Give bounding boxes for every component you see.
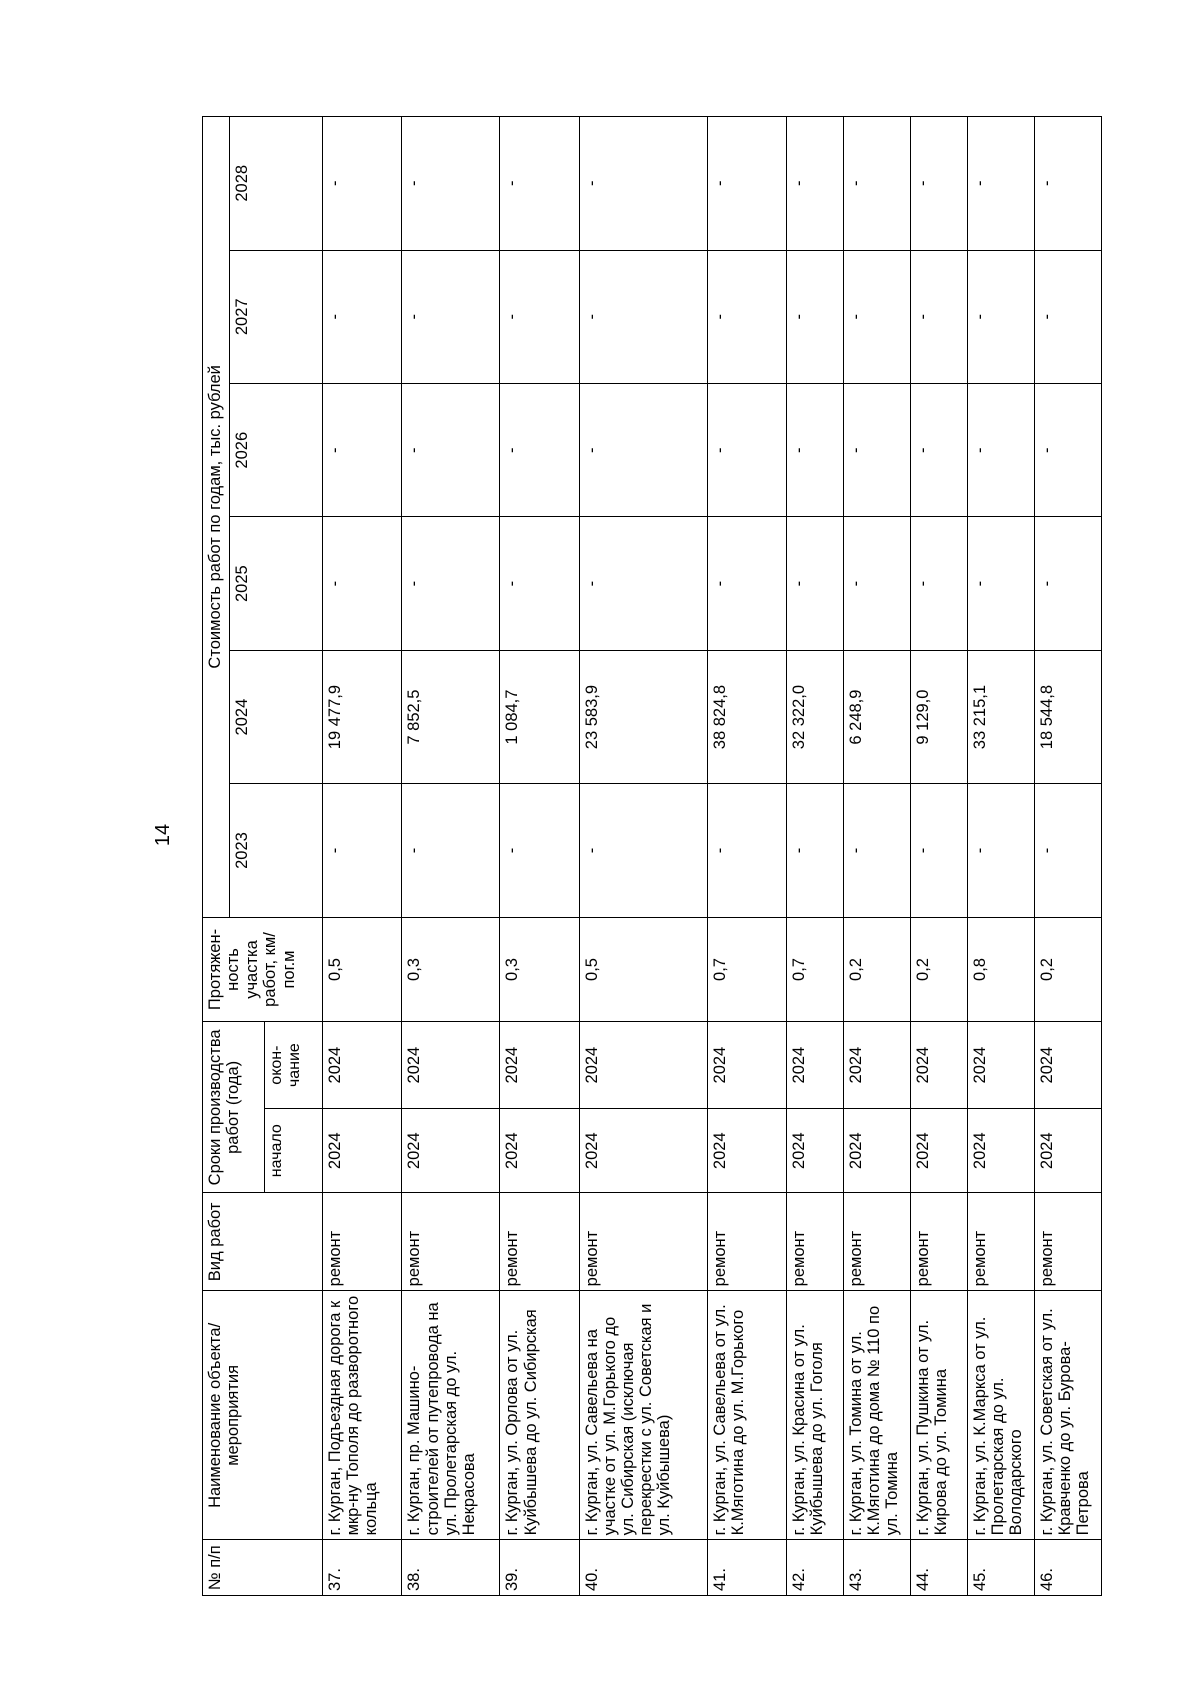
row-number: 38. <box>402 1540 500 1596</box>
row-cost: - <box>500 784 579 917</box>
row-cost: - <box>844 784 911 917</box>
row-number: 40. <box>579 1540 707 1596</box>
row-cost: 33 215,1 <box>967 650 1034 783</box>
row-start: 2024 <box>323 1108 402 1193</box>
row-cost: - <box>323 250 402 383</box>
row-cost: - <box>844 383 911 516</box>
row-length: 0,2 <box>844 917 911 1022</box>
row-cost: - <box>911 784 968 917</box>
row-end: 2024 <box>707 1022 786 1109</box>
row-cost: - <box>967 383 1034 516</box>
row-number: 42. <box>787 1540 844 1596</box>
row-number: 37. <box>323 1540 402 1596</box>
header-length: Протяжен-ность участка работ, км/пог.м <box>203 917 323 1022</box>
row-cost: - <box>911 517 968 650</box>
row-cost: - <box>967 784 1034 917</box>
row-cost: - <box>787 383 844 516</box>
row-type: ремонт <box>911 1193 968 1291</box>
header-end: окон-чание <box>265 1022 323 1109</box>
row-start: 2024 <box>967 1108 1034 1193</box>
row-type: ремонт <box>579 1193 707 1291</box>
row-cost: - <box>911 383 968 516</box>
row-cost: 1 084,7 <box>500 650 579 783</box>
row-type: ремонт <box>323 1193 402 1291</box>
row-length: 0,2 <box>911 917 968 1022</box>
header-year: 2026 <box>230 383 323 516</box>
row-cost: - <box>579 250 707 383</box>
row-cost: - <box>787 117 844 251</box>
row-start: 2024 <box>911 1108 968 1193</box>
table-body <box>323 117 1102 1596</box>
row-cost: - <box>579 117 707 251</box>
row-cost: - <box>844 517 911 650</box>
row-name: г. Курган, ул. Красина от ул. Куйбышева до ул. Гоголя <box>787 1291 844 1540</box>
row-start: 2024 <box>787 1108 844 1193</box>
row-start: 2024 <box>707 1108 786 1193</box>
row-cost: 19 477,9 <box>323 650 402 783</box>
row-cost: - <box>707 250 786 383</box>
row-name: г. Курган, пр. Машино-строителей от путепровода на ул. Пролетарская до ул. Некрасова <box>402 1291 500 1540</box>
row-cost: - <box>967 517 1034 650</box>
header-year: 2023 <box>230 784 323 917</box>
row-cost: - <box>1034 117 1101 251</box>
row-number: 41. <box>707 1540 786 1596</box>
row-length: 0,3 <box>402 917 500 1022</box>
row-cost: - <box>1034 517 1101 650</box>
row-cost: - <box>967 250 1034 383</box>
row-type: ремонт <box>402 1193 500 1291</box>
row-type: ремонт <box>707 1193 786 1291</box>
table-row <box>323 117 402 1596</box>
row-start: 2024 <box>579 1108 707 1193</box>
table-row <box>500 117 579 1596</box>
row-length: 0,7 <box>787 917 844 1022</box>
row-cost: 6 248,9 <box>844 650 911 783</box>
row-cost: - <box>707 784 786 917</box>
table-row <box>787 117 844 1596</box>
page-number: 14 <box>152 823 174 847</box>
row-cost: - <box>787 517 844 650</box>
header-year: 2028 <box>230 117 323 251</box>
row-end: 2024 <box>844 1022 911 1109</box>
row-end: 2024 <box>579 1022 707 1109</box>
table-row <box>911 117 968 1596</box>
row-type: ремонт <box>967 1193 1034 1291</box>
row-name: г. Курган, ул. Савельева от ул. К.Мяготина до ул. М.Горького <box>707 1291 786 1540</box>
row-start: 2024 <box>1034 1108 1101 1193</box>
row-cost: - <box>707 117 786 251</box>
header-year: 2027 <box>230 250 323 383</box>
row-cost: - <box>500 117 579 251</box>
header-cost: Стоимость работ по годам, тыс. рублей <box>203 117 230 918</box>
row-cost: - <box>402 250 500 383</box>
table-row <box>967 117 1034 1596</box>
row-cost: 23 583,9 <box>579 650 707 783</box>
row-cost: - <box>500 250 579 383</box>
row-cost: - <box>967 117 1034 251</box>
table-row <box>707 117 786 1596</box>
row-cost: - <box>500 383 579 516</box>
row-cost: - <box>787 784 844 917</box>
row-start: 2024 <box>844 1108 911 1193</box>
row-number: 43. <box>844 1540 911 1596</box>
row-end: 2024 <box>1034 1022 1101 1109</box>
row-name: г. Курган, Подъездная дорога к мкр-ну Тополя до разворотного кольца <box>323 1291 402 1540</box>
row-cost: - <box>323 784 402 917</box>
row-name: г. Курган, ул. Советская от ул. Кравченко до ул. Бурова-Петрова <box>1034 1291 1101 1540</box>
row-cost: 18 544,8 <box>1034 650 1101 783</box>
row-length: 0,2 <box>1034 917 1101 1022</box>
row-cost: 9 129,0 <box>911 650 968 783</box>
works-table <box>202 116 1102 1596</box>
row-end: 2024 <box>500 1022 579 1109</box>
header-name: Наименование объекта/ мероприятия <box>203 1291 323 1540</box>
header-type: Вид работ <box>203 1193 323 1291</box>
row-end: 2024 <box>911 1022 968 1109</box>
table-row <box>844 117 911 1596</box>
row-length: 0,5 <box>323 917 402 1022</box>
row-length: 0,8 <box>967 917 1034 1022</box>
row-type: ремонт <box>787 1193 844 1291</box>
row-cost: - <box>402 383 500 516</box>
table-row <box>402 117 500 1596</box>
row-cost: - <box>579 517 707 650</box>
header-year: 2024 <box>230 650 323 783</box>
row-number: 44. <box>911 1540 968 1596</box>
row-end: 2024 <box>323 1022 402 1109</box>
rotated-table-container <box>202 116 1102 1596</box>
header-num: № п/п <box>203 1540 323 1596</box>
row-cost: - <box>911 117 968 251</box>
row-type: ремонт <box>844 1193 911 1291</box>
header-year: 2025 <box>230 517 323 650</box>
row-cost: - <box>1034 250 1101 383</box>
row-type: ремонт <box>500 1193 579 1291</box>
table-row <box>1034 117 1101 1596</box>
row-name: г. Курган, ул. К.Маркса от ул. Пролетарская до ул. Володарского <box>967 1291 1034 1540</box>
row-cost: - <box>579 383 707 516</box>
row-name: г. Курган, ул. Савельева на участке от ул. М.Горького до ул. Сибирская (исключая перекрестки с ул. Советская и ул. Куйбышева) <box>579 1291 707 1540</box>
table-row <box>579 117 707 1596</box>
row-length: 0,5 <box>579 917 707 1022</box>
row-cost: - <box>500 517 579 650</box>
row-start: 2024 <box>402 1108 500 1193</box>
row-cost: - <box>579 784 707 917</box>
row-cost: - <box>402 784 500 917</box>
row-start: 2024 <box>500 1108 579 1193</box>
row-number: 39. <box>500 1540 579 1596</box>
row-cost: - <box>323 383 402 516</box>
row-name: г. Курган, ул. Орлова от ул. Куйбышева до ул. Сибирская <box>500 1291 579 1540</box>
row-cost: - <box>1034 784 1101 917</box>
row-number: 46. <box>1034 1540 1101 1596</box>
row-length: 0,7 <box>707 917 786 1022</box>
row-cost: - <box>844 117 911 251</box>
row-cost: - <box>323 517 402 650</box>
row-name: г. Курган, ул. Пушкина от ул. Кирова до ул. Томина <box>911 1291 968 1540</box>
row-cost: - <box>707 383 786 516</box>
row-length: 0,3 <box>500 917 579 1022</box>
row-end: 2024 <box>967 1022 1034 1109</box>
row-cost: - <box>844 250 911 383</box>
row-name: г. Курган, ул. Томина от ул. К.Мяготина до дома № 110 по ул. Томина <box>844 1291 911 1540</box>
row-cost: - <box>402 517 500 650</box>
row-end: 2024 <box>787 1022 844 1109</box>
row-type: ремонт <box>1034 1193 1101 1291</box>
row-end: 2024 <box>402 1022 500 1109</box>
row-cost: 7 852,5 <box>402 650 500 783</box>
row-cost: 38 824,8 <box>707 650 786 783</box>
row-cost: - <box>911 250 968 383</box>
row-cost: 32 322,0 <box>787 650 844 783</box>
row-cost: - <box>1034 383 1101 516</box>
row-cost: - <box>707 517 786 650</box>
row-cost: - <box>323 117 402 251</box>
row-number: 45. <box>967 1540 1034 1596</box>
header-start: начало <box>265 1108 323 1193</box>
row-cost: - <box>787 250 844 383</box>
header-terms: Сроки производства работ (года) <box>203 1022 265 1193</box>
row-cost: - <box>402 117 500 251</box>
